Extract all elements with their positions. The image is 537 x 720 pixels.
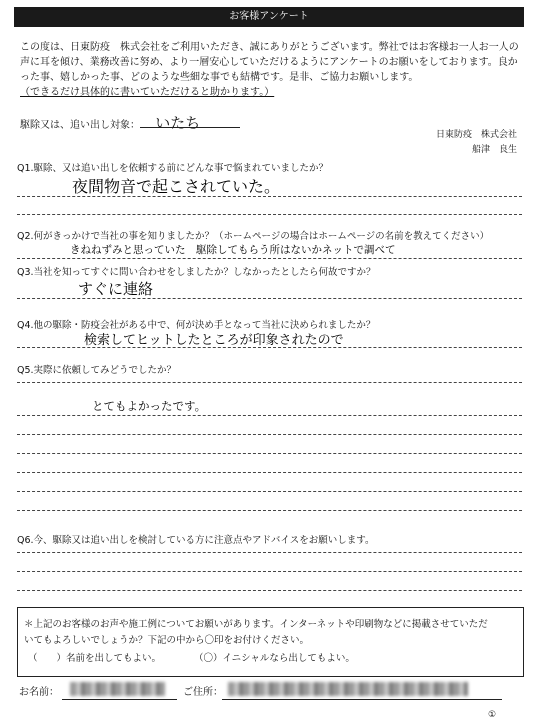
intro-line: この度は、日東防疫 株式会社をご利用いただき、誠にありがとうございます。弊社ではお客様お一人お一人の: [20, 42, 519, 53]
name-label: お名前：: [19, 687, 59, 698]
answer-line: [17, 258, 522, 259]
answer-1: 夜間物音で起こされていた。: [72, 177, 281, 196]
redacted-address: [228, 682, 468, 696]
answer-line: [17, 415, 522, 416]
consent-box: [17, 607, 524, 677]
answer-line: [17, 552, 522, 553]
answer-5: とてもよかったです。: [92, 399, 207, 413]
survey-title: お客様アンケート: [14, 7, 524, 27]
answer-line: [17, 510, 522, 511]
company-block: [436, 128, 517, 158]
question-1: Q1.駆除、又は追い出しを依頼する前にどんな事で悩まれていましたか？: [17, 163, 329, 174]
answer-line: [17, 472, 522, 473]
address-underline: [222, 699, 502, 700]
question-3: Q3.当社を知ってすぐに問い合わせをしましたか？しなかったとしたら何故ですか？: [17, 267, 376, 278]
question-5: Q5.実際に依頼してみどうでしたか？: [17, 365, 177, 376]
answer-line: [17, 382, 522, 383]
consent-text: ＊上記のお客様のお声や施工例についてお願いがあります。インターネットや印刷物などに掲載させていただ: [24, 619, 488, 630]
address-label: ご住所：: [183, 687, 223, 698]
answer-line: [17, 434, 522, 435]
answer-line: [17, 214, 522, 215]
target-row: [20, 112, 260, 133]
intro-line: 声に耳を傾け、業務改善に努め、より一層安心していただけるようにアンケートのお願いをしております。良か: [20, 57, 518, 68]
answer-line: [17, 453, 522, 454]
divider: [140, 127, 240, 128]
answer-line: [17, 298, 522, 299]
name-underline: [62, 699, 177, 700]
answer-line: [17, 590, 522, 591]
option-name[interactable]: （ ）名前を出してもよい。: [28, 653, 162, 664]
intro-text: [20, 40, 525, 100]
redacted-name: [70, 682, 165, 696]
answer-3: すぐに連絡: [78, 280, 154, 298]
target-label: 駆除又は、追い出し対象：: [20, 120, 140, 131]
company-person: 船津 良生: [471, 145, 517, 155]
page-number: ①: [488, 710, 497, 720]
intro-line: った事、嬉しかった事、どのような些細な事でも結構です。是非、ご協力お願いします。: [20, 72, 419, 83]
company-name: 日東防疫 株式会社: [435, 130, 517, 140]
answer-line: [17, 196, 522, 197]
question-4: Q4.他の駆除・防疫会社がある中で、何が決め手となって当社に決められましたか？: [17, 320, 376, 331]
target-answer: いたち: [155, 114, 201, 132]
answer-line: [17, 571, 522, 572]
question-6: Q6.今、駆除又は追い出しを検討している方に注意点やアドバイスをお願いします。: [17, 535, 375, 546]
answer-line: [17, 491, 522, 492]
question-2: Q2.何がきっかけで当社の事を知りましたか？（ホームページの場合はホームページの名前を教えてください）: [17, 231, 490, 242]
consent-text: いてもよろしいでしょうか？下記の中から〇印をお付けください。: [24, 635, 310, 646]
answer-line: [17, 347, 522, 348]
answer-2: きねねずみと思っていた 駆除してもらう所はないかネットで調べて: [70, 244, 396, 256]
answer-4: 検索してヒットしたところが印象されたので: [84, 333, 344, 348]
intro-line: （できるだけ具体的に書いていただけると助かります。）: [20, 87, 275, 98]
option-initials[interactable]: （〇）イニシャルなら出してもよい。: [194, 653, 355, 664]
